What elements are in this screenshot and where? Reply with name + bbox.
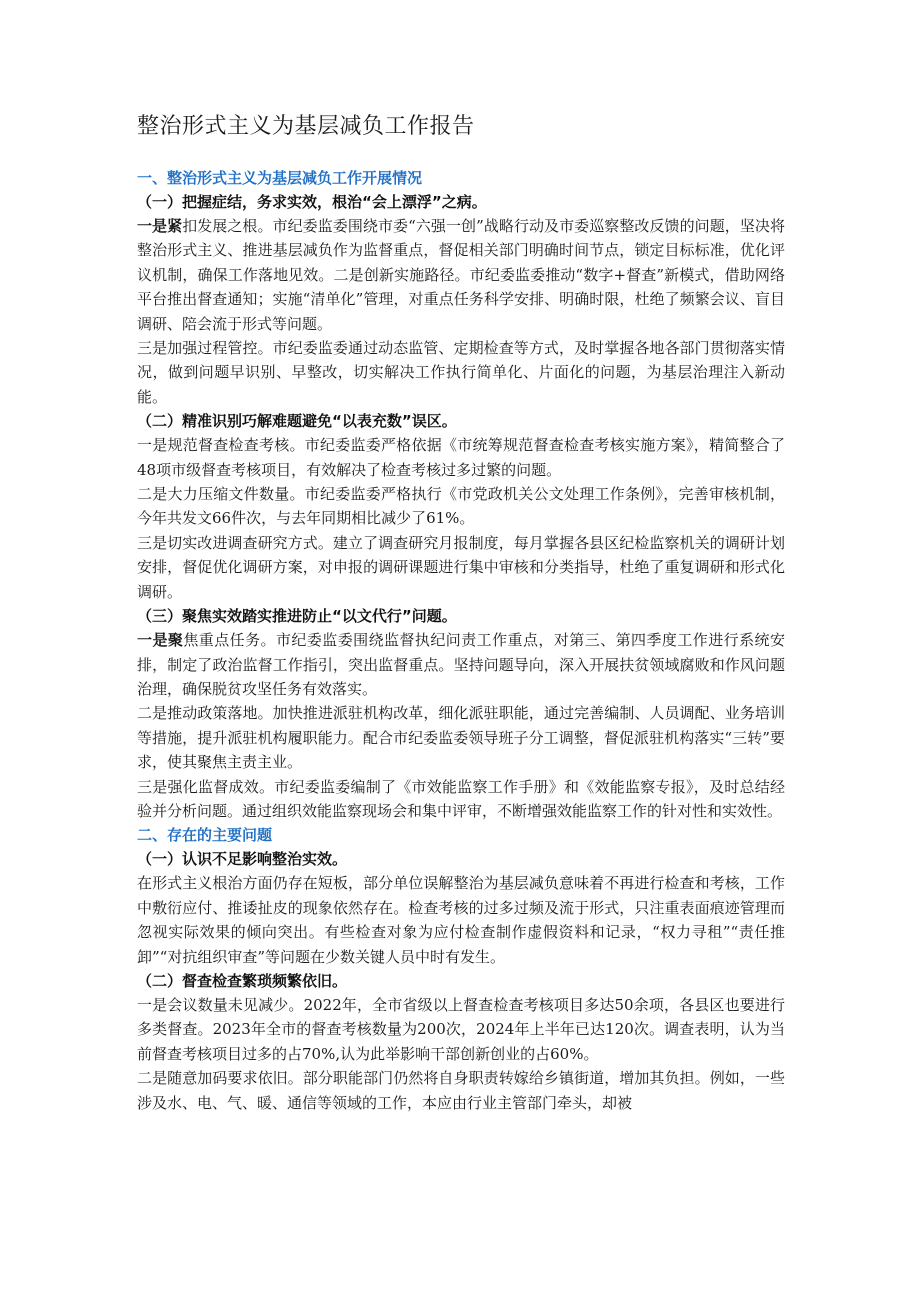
paragraph: [137, 482, 785, 531]
subsection-heading: （二）督查检查繁琐频繁依旧。: [137, 971, 348, 990]
paragraph: [137, 531, 785, 604]
paragraph: [137, 775, 785, 824]
paragraph-text: 扣发展之根。市纪委监委围绕市委“六强一创”战略行动及市委巡察整改反馈的问题，坚决将整治形式主义、推进基层减负作为监督重点，督促相关部门明确时间节点，锁定目标标准，优化评议机制，确保工作落地见效。二是创新实施路径。市纪委监委推动“数字+督查”新模式，借助网络平台推出督查通知；实施“清单化”管理，对重点任务科学安排、明确时限，杜绝了频繁会议、盲目调研、陪会流于形式等问题。: [137, 217, 785, 333]
paragraph: [137, 336, 785, 409]
paragraph-text: 二是推动政策落地。加快推进派驻机构改革，细化派驻职能，通过完善编制、人员调配、业务培训等措施，提升派驻机构履职能力。配合市纪委监委领导班子分工调整，督促派驻机构落实“三转”要求，使其聚焦主责主业。: [137, 704, 785, 772]
paragraph: [137, 1066, 785, 1115]
paragraph: [137, 871, 785, 969]
paragraph-text: 在形式主义根治方面仍存在短板，部分单位误解整治为基层减负意味着不再进行检查和考核，工作中敷衍应付、推诿扯皮的现象依然存在。检查考核的过多过频及流于形式，只注重表面痕迹管理而忽视实际效果的倾向突出。有些检查对象为应付检查制作虚假资料和记录，“权力寻租”“责任推卸”“对抗组织审查”等问题在少数关键人员中时有发生。: [137, 874, 785, 966]
subsection-heading: （一）认识不足影响整治实效。: [137, 850, 348, 869]
paragraph-text: 三是加强过程管控。市纪委监委通过动态监管、定期检查等方式，及时掌握各地各部门贯彻落实情况，做到问题早识别、早整改，切实解决工作执行简单化、片面化的问题，为基层治理注入新动能。: [137, 339, 785, 406]
paragraph: [137, 433, 785, 482]
document-body: [137, 166, 785, 1115]
paragraph: [137, 628, 785, 701]
paragraph-lead: 一是聚: [137, 631, 184, 650]
paragraph: [137, 701, 785, 774]
paragraph-text: 二是随意加码要求依旧。部分职能部门仍然将自身职责转嫁给乡镇街道，增加其负担。例如，一些涉及水、电、气、暖、通信等领域的工作，本应由行业主管部门牵头，却被: [137, 1069, 785, 1112]
paragraph-text: 三是强化监督成效。市纪委监委编制了《市效能监察工作手册》和《效能监察专报》，及时总结经验并分析问题。通过组织效能监察现场会和集中评审，不断增强效能监察工作的针对性和实效性。: [137, 777, 785, 820]
paragraph-text: 二是大力压缩文件数量。市纪委监委严格执行《市党政机关公文处理工作条例》，完善审核机制，今年共发文66件次，与去年同期相比减少了61%。: [137, 485, 785, 528]
subsection-heading: （二）精准识别巧解难题避免“以表充数”误区。: [137, 412, 457, 431]
paragraph: [137, 214, 785, 336]
section-heading: 一、整治形式主义为基层减负工作开展情况: [137, 169, 423, 187]
document-page: [137, 108, 785, 1115]
paragraph-text: 焦重点任务。市纪委监委围绕监督执纪问责工作重点，对第三、第四季度工作进行系统安排，制定了政治监督工作指引，突出监督重点。坚持问题导向，深入开展扶贫领域腐败和作风问题治理，确保脱贫攻坚任务有效落实。: [137, 631, 785, 698]
paragraph: [137, 993, 785, 1066]
paragraph-text: 三是切实改进调查研究方式。建立了调查研究月报制度，每月掌握各县区纪检监察机关的调研计划安排，督促优化调研方案，对申报的调研课题进行集中审核和分类指导，杜绝了重复调研和形式化调研。: [137, 533, 785, 601]
paragraph-text: 一是规范督查检查考核。市纪委监委严格依据《市统筹规范督查检查考核实施方案》，精简整合了48项市级督查考核项目，有效解决了检查考核过多过繁的问题。: [137, 436, 785, 479]
page-title: 整治形式主义为基层减负工作报告: [137, 114, 475, 139]
paragraph-lead: 一是紧: [137, 217, 183, 235]
section-heading: 二、存在的主要问题: [137, 826, 273, 845]
subsection-heading: （三）聚焦实效踏实推进防止“以文代行”问题。: [137, 607, 457, 626]
subsection-heading: （一）把握症结，务求实效，根治“会上漂浮”之病。: [137, 193, 487, 211]
paragraph-text: 一是会议数量未见减少。2022年，全市省级以上督查检查考核项目多达50余项，各县区也要进行多类督查。2023年全市的督查考核数量为200次，2024年上半年已达120次。调查表明，认为当前督查考核项目过多的占70%,认为此举影响干部创新创业的占60%。: [137, 995, 785, 1063]
